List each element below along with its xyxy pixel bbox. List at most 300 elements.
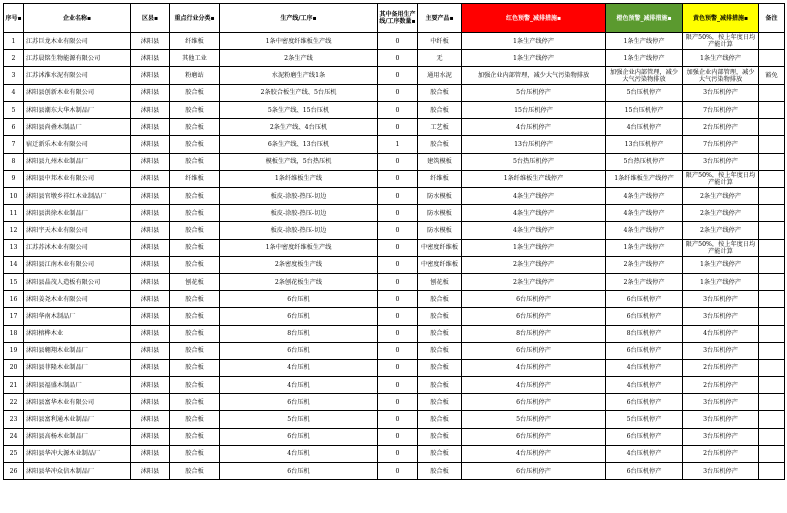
cell-note[interactable] bbox=[759, 239, 785, 256]
cell-lines[interactable]: 1条中密度纤维板生产线 bbox=[220, 239, 378, 256]
cell-backup[interactable]: 0 bbox=[378, 205, 418, 222]
cell-company[interactable]: 沭阳榕桦木业 bbox=[24, 325, 131, 342]
cell-yellow-measure[interactable]: 限产50%，按上年度日均产能计算 bbox=[683, 239, 759, 256]
cell-red-measure[interactable]: 加强企业内部管理，减少大气污染物排放 bbox=[462, 67, 606, 85]
cell-yellow-measure[interactable]: 2条生产线停产 bbox=[683, 205, 759, 222]
cell-orange-measure[interactable]: 4条生产线停产 bbox=[606, 205, 683, 222]
cell-seq[interactable]: 22 bbox=[4, 394, 24, 411]
cell-district[interactable]: 沭阳县 bbox=[131, 153, 170, 170]
cell-orange-measure[interactable]: 8台压机停产 bbox=[606, 325, 683, 342]
cell-note[interactable] bbox=[759, 291, 785, 308]
cell-orange-measure[interactable]: 1条生产线停产 bbox=[606, 50, 683, 67]
cell-backup[interactable]: 0 bbox=[378, 273, 418, 290]
cell-seq[interactable]: 26 bbox=[4, 463, 24, 480]
cell-orange-measure[interactable]: 6台压机停产 bbox=[606, 308, 683, 325]
cell-backup[interactable]: 0 bbox=[378, 256, 418, 273]
cell-product[interactable]: 胶合板 bbox=[418, 291, 462, 308]
cell-product[interactable]: 胶合板 bbox=[418, 359, 462, 376]
cell-district[interactable]: 沭阳县 bbox=[131, 359, 170, 376]
cell-industry[interactable]: 胶合板 bbox=[170, 308, 220, 325]
cell-product[interactable]: 胶合板 bbox=[418, 463, 462, 480]
cell-seq[interactable]: 2 bbox=[4, 50, 24, 67]
cell-district[interactable]: 沭阳县 bbox=[131, 445, 170, 462]
cell-industry[interactable]: 胶合板 bbox=[170, 153, 220, 170]
cell-backup[interactable]: 0 bbox=[378, 222, 418, 239]
cell-yellow-measure[interactable]: 7台压机停产 bbox=[683, 102, 759, 119]
cell-backup[interactable]: 0 bbox=[378, 33, 418, 50]
cell-backup[interactable]: 0 bbox=[378, 308, 418, 325]
cell-seq[interactable]: 11 bbox=[4, 205, 24, 222]
cell-note[interactable] bbox=[759, 342, 785, 359]
cell-lines[interactable]: 5台压机 bbox=[220, 411, 378, 428]
cell-red-measure[interactable]: 5台压机停产 bbox=[462, 84, 606, 101]
cell-lines[interactable]: 4台压机 bbox=[220, 359, 378, 376]
cell-backup[interactable]: 0 bbox=[378, 170, 418, 187]
cell-lines[interactable]: 5条生产线、15台压机 bbox=[220, 102, 378, 119]
cell-district[interactable]: 沭阳县 bbox=[131, 291, 170, 308]
cell-lines[interactable]: 板皮-涂胶-热压-切边 bbox=[220, 205, 378, 222]
cell-note[interactable] bbox=[759, 33, 785, 50]
cell-red-measure[interactable]: 1条纤维板生产线停产 bbox=[462, 170, 606, 187]
cell-district[interactable]: 沭阳县 bbox=[131, 67, 170, 85]
cell-company[interactable]: 沭阳华南木制品厂 bbox=[24, 308, 131, 325]
cell-industry[interactable]: 胶合板 bbox=[170, 445, 220, 462]
cell-yellow-measure[interactable]: 3台压机停产 bbox=[683, 84, 759, 101]
cell-product[interactable]: 工艺板 bbox=[418, 119, 462, 136]
cell-product[interactable]: 胶合板 bbox=[418, 445, 462, 462]
cell-orange-measure[interactable]: 4台压机停产 bbox=[606, 119, 683, 136]
cell-orange-measure[interactable]: 1条纤维板生产线停产 bbox=[606, 170, 683, 187]
cell-note[interactable]: 豁免 bbox=[759, 67, 785, 85]
cell-lines[interactable]: 模板生产线，5台热压机 bbox=[220, 153, 378, 170]
cell-orange-measure[interactable]: 1条生产线停产 bbox=[606, 33, 683, 50]
header-seq[interactable]: 序号▪ bbox=[4, 4, 24, 33]
cell-red-measure[interactable]: 4台压机停产 bbox=[462, 377, 606, 394]
cell-product[interactable]: 胶合板 bbox=[418, 342, 462, 359]
cell-district[interactable]: 沭阳县 bbox=[131, 273, 170, 290]
cell-note[interactable] bbox=[759, 136, 785, 153]
cell-note[interactable] bbox=[759, 308, 785, 325]
cell-company[interactable]: 沭阳县华冲大源木业制品厂 bbox=[24, 445, 131, 462]
cell-backup[interactable]: 0 bbox=[378, 342, 418, 359]
cell-industry[interactable]: 胶合板 bbox=[170, 342, 220, 359]
cell-district[interactable]: 沭阳县 bbox=[131, 170, 170, 187]
cell-product[interactable]: 胶合板 bbox=[418, 411, 462, 428]
cell-district[interactable]: 沭阳县 bbox=[131, 308, 170, 325]
cell-red-measure[interactable]: 4条生产线停产 bbox=[462, 205, 606, 222]
cell-industry[interactable]: 胶合板 bbox=[170, 102, 220, 119]
cell-seq[interactable]: 3 bbox=[4, 67, 24, 85]
cell-seq[interactable]: 4 bbox=[4, 84, 24, 101]
header-note[interactable]: 备注 bbox=[759, 4, 785, 33]
cell-industry[interactable]: 胶合板 bbox=[170, 239, 220, 256]
cell-red-measure[interactable]: 5台压机停产 bbox=[462, 411, 606, 428]
cell-lines[interactable]: 4台压机 bbox=[220, 445, 378, 462]
cell-note[interactable] bbox=[759, 170, 785, 187]
cell-note[interactable] bbox=[759, 222, 785, 239]
cell-company[interactable]: 沭阳县高杨木业制品厂 bbox=[24, 428, 131, 445]
cell-backup[interactable]: 0 bbox=[378, 445, 418, 462]
cell-company[interactable]: 沭阳县福盛木制品厂 bbox=[24, 377, 131, 394]
cell-orange-measure[interactable]: 5台压机停产 bbox=[606, 411, 683, 428]
cell-industry[interactable]: 胶合板 bbox=[170, 411, 220, 428]
cell-product[interactable]: 防水模板 bbox=[418, 222, 462, 239]
cell-red-measure[interactable]: 8台压机停产 bbox=[462, 325, 606, 342]
cell-yellow-measure[interactable]: 3台压机停产 bbox=[683, 342, 759, 359]
cell-industry[interactable]: 胶合板 bbox=[170, 394, 220, 411]
cell-note[interactable] bbox=[759, 445, 785, 462]
cell-seq[interactable]: 21 bbox=[4, 377, 24, 394]
cell-note[interactable] bbox=[759, 411, 785, 428]
cell-product[interactable]: 无 bbox=[418, 50, 462, 67]
cell-red-measure[interactable]: 2条生产线停产 bbox=[462, 256, 606, 273]
cell-note[interactable] bbox=[759, 273, 785, 290]
cell-district[interactable]: 沭阳县 bbox=[131, 239, 170, 256]
cell-product[interactable]: 胶合板 bbox=[418, 428, 462, 445]
cell-district[interactable]: 沭阳县 bbox=[131, 119, 170, 136]
cell-backup[interactable]: 0 bbox=[378, 119, 418, 136]
cell-industry[interactable]: 胶合板 bbox=[170, 377, 220, 394]
cell-note[interactable] bbox=[759, 188, 785, 205]
cell-red-measure[interactable]: 15台压机停产 bbox=[462, 102, 606, 119]
table-row bbox=[4, 394, 785, 411]
cell-company[interactable]: 沭阳姜尧木业有限公司 bbox=[24, 291, 131, 308]
cell-yellow-measure[interactable]: 3台压机停产 bbox=[683, 463, 759, 480]
cell-district[interactable]: 沭阳县 bbox=[131, 256, 170, 273]
cell-lines[interactable]: 6台压机 bbox=[220, 428, 378, 445]
cell-company[interactable]: 沭阳县华冲众信木制品厂 bbox=[24, 463, 131, 480]
cell-orange-measure[interactable]: 13台压机停产 bbox=[606, 136, 683, 153]
cell-yellow-measure[interactable]: 3台压机停产 bbox=[683, 394, 759, 411]
cell-industry[interactable]: 胶合板 bbox=[170, 428, 220, 445]
cell-note[interactable] bbox=[759, 205, 785, 222]
cell-red-measure[interactable]: 6台压机停产 bbox=[462, 428, 606, 445]
cell-backup[interactable]: 0 bbox=[378, 102, 418, 119]
cell-red-measure[interactable]: 6台压机停产 bbox=[462, 291, 606, 308]
cell-orange-measure[interactable]: 5台压机停产 bbox=[606, 84, 683, 101]
cell-company[interactable]: 沭阳县晶茂人造板有限公司 bbox=[24, 273, 131, 290]
cell-lines[interactable]: 2条胶合板生产线、5台压机 bbox=[220, 84, 378, 101]
cell-product[interactable]: 胶合板 bbox=[418, 377, 462, 394]
cell-orange-measure[interactable]: 2条生产线停产 bbox=[606, 256, 683, 273]
cell-district[interactable]: 沭阳县 bbox=[131, 33, 170, 50]
cell-seq[interactable]: 5 bbox=[4, 102, 24, 119]
cell-orange-measure[interactable]: 4条生产线停产 bbox=[606, 222, 683, 239]
cell-red-measure[interactable]: 4台压机停产 bbox=[462, 445, 606, 462]
cell-yellow-measure[interactable]: 1条生产线停产 bbox=[683, 50, 759, 67]
cell-orange-measure[interactable]: 4条生产线停产 bbox=[606, 188, 683, 205]
cell-district[interactable]: 沭阳县 bbox=[131, 325, 170, 342]
cell-yellow-measure[interactable]: 1条生产线停产 bbox=[683, 256, 759, 273]
cell-red-measure[interactable]: 1条生产线停产 bbox=[462, 50, 606, 67]
cell-backup[interactable]: 0 bbox=[378, 188, 418, 205]
cell-note[interactable] bbox=[759, 377, 785, 394]
cell-yellow-measure[interactable]: 2台压机停产 bbox=[683, 377, 759, 394]
cell-seq[interactable]: 7 bbox=[4, 136, 24, 153]
header-district[interactable]: 区县▪ bbox=[131, 4, 170, 33]
cell-company[interactable]: 江苏沭淮水泥有限公司 bbox=[24, 67, 131, 85]
cell-red-measure[interactable]: 4条生产线停产 bbox=[462, 222, 606, 239]
cell-seq[interactable]: 6 bbox=[4, 119, 24, 136]
cell-orange-measure[interactable]: 4台压机停产 bbox=[606, 359, 683, 376]
cell-product[interactable]: 防水模板 bbox=[418, 205, 462, 222]
cell-product[interactable]: 胶合板 bbox=[418, 325, 462, 342]
cell-yellow-measure[interactable]: 2台压机停产 bbox=[683, 119, 759, 136]
cell-lines[interactable]: 2条生产线、4台压机 bbox=[220, 119, 378, 136]
cell-industry[interactable]: 胶合板 bbox=[170, 291, 220, 308]
cell-product[interactable]: 胶合板 bbox=[418, 102, 462, 119]
cell-industry[interactable]: 刨花板 bbox=[170, 273, 220, 290]
cell-seq[interactable]: 19 bbox=[4, 342, 24, 359]
cell-product[interactable]: 中纤板 bbox=[418, 33, 462, 50]
cell-note[interactable] bbox=[759, 119, 785, 136]
cell-red-measure[interactable]: 6台压机停产 bbox=[462, 342, 606, 359]
cell-seq[interactable]: 20 bbox=[4, 359, 24, 376]
cell-lines[interactable]: 2条生产线 bbox=[220, 50, 378, 67]
cell-note[interactable] bbox=[759, 153, 785, 170]
cell-district[interactable]: 沭阳县 bbox=[131, 222, 170, 239]
cell-yellow-measure[interactable]: 2条生产线停产 bbox=[683, 222, 759, 239]
cell-industry[interactable]: 纤维板 bbox=[170, 33, 220, 50]
cell-industry[interactable]: 胶合板 bbox=[170, 359, 220, 376]
cell-note[interactable] bbox=[759, 394, 785, 411]
cell-yellow-measure[interactable]: 2台压机停产 bbox=[683, 359, 759, 376]
cell-company[interactable]: 沭阳县官墩乡祥红木业制品厂 bbox=[24, 188, 131, 205]
cell-orange-measure[interactable]: 15台压机停产 bbox=[606, 102, 683, 119]
cell-industry[interactable]: 胶合板 bbox=[170, 136, 220, 153]
cell-lines[interactable]: 2条刨花板生产线 bbox=[220, 273, 378, 290]
cell-product[interactable]: 胶合板 bbox=[418, 136, 462, 153]
cell-industry[interactable]: 其他工业 bbox=[170, 50, 220, 67]
cell-red-measure[interactable]: 13台压机停产 bbox=[462, 136, 606, 153]
cell-seq[interactable]: 16 bbox=[4, 291, 24, 308]
cell-note[interactable] bbox=[759, 102, 785, 119]
cell-red-measure[interactable]: 1条生产线停产 bbox=[462, 33, 606, 50]
cell-yellow-measure[interactable]: 3台压机停产 bbox=[683, 411, 759, 428]
cell-seq[interactable]: 13 bbox=[4, 239, 24, 256]
cell-lines[interactable]: 6台压机 bbox=[220, 308, 378, 325]
cell-seq[interactable]: 24 bbox=[4, 428, 24, 445]
cell-product[interactable]: 通用水泥 bbox=[418, 67, 462, 85]
cell-district[interactable]: 沭阳县 bbox=[131, 428, 170, 445]
cell-note[interactable] bbox=[759, 84, 785, 101]
cell-company[interactable]: 沭阳县富利通木业制品厂 bbox=[24, 411, 131, 428]
cell-industry[interactable]: 胶合板 bbox=[170, 463, 220, 480]
cell-lines[interactable]: 6条生产线、13台压机 bbox=[220, 136, 378, 153]
cell-company[interactable]: 沭阳县江南木业有限公司 bbox=[24, 256, 131, 273]
cell-orange-measure[interactable]: 5台热压机停产 bbox=[606, 153, 683, 170]
cell-lines[interactable]: 板皮-涂胶-热压-切边 bbox=[220, 222, 378, 239]
header-backup[interactable]: 其中备用生产线/工序数量▪ bbox=[378, 4, 418, 33]
cell-product[interactable]: 胶合板 bbox=[418, 308, 462, 325]
cell-lines[interactable]: 水泥粉磨生产线1条 bbox=[220, 67, 378, 85]
cell-company[interactable]: 沭阳县洪徐木业制品厂 bbox=[24, 205, 131, 222]
cell-yellow-measure[interactable]: 4台压机停产 bbox=[683, 325, 759, 342]
cell-company[interactable]: 江苏苏沭木业有限公司 bbox=[24, 239, 131, 256]
cell-industry[interactable]: 纤维板 bbox=[170, 170, 220, 187]
cell-note[interactable] bbox=[759, 325, 785, 342]
cell-red-measure[interactable]: 6台压机停产 bbox=[462, 308, 606, 325]
cell-seq[interactable]: 23 bbox=[4, 411, 24, 428]
cell-yellow-measure[interactable]: 3台压机停产 bbox=[683, 153, 759, 170]
cell-district[interactable]: 沭阳县 bbox=[131, 205, 170, 222]
cell-district[interactable]: 沭阳县 bbox=[131, 394, 170, 411]
cell-orange-measure[interactable]: 1条生产线停产 bbox=[606, 239, 683, 256]
cell-district[interactable]: 沭阳县 bbox=[131, 342, 170, 359]
cell-lines[interactable]: 板皮-涂胶-热压-切边 bbox=[220, 188, 378, 205]
cell-seq[interactable]: 9 bbox=[4, 170, 24, 187]
header-company[interactable]: 企业名称▪ bbox=[24, 4, 131, 33]
cell-industry[interactable]: 胶合板 bbox=[170, 119, 220, 136]
cell-seq[interactable]: 14 bbox=[4, 256, 24, 273]
cell-red-measure[interactable]: 6台压机停产 bbox=[462, 463, 606, 480]
cell-backup[interactable]: 0 bbox=[378, 359, 418, 376]
cell-district[interactable]: 沭阳县 bbox=[131, 84, 170, 101]
cell-note[interactable] bbox=[759, 50, 785, 67]
cell-company[interactable]: 江苏晨铭生物能源有限公司 bbox=[24, 50, 131, 67]
cell-company[interactable]: 沭阳县中邦木业有限公司 bbox=[24, 170, 131, 187]
cell-lines[interactable]: 6台压机 bbox=[220, 342, 378, 359]
cell-seq[interactable]: 8 bbox=[4, 153, 24, 170]
cell-backup[interactable]: 0 bbox=[378, 239, 418, 256]
cell-company[interactable]: 沭阳县菲隆木业制品厂 bbox=[24, 359, 131, 376]
cell-industry[interactable]: 胶合板 bbox=[170, 222, 220, 239]
cell-note[interactable] bbox=[759, 463, 785, 480]
cell-seq[interactable]: 18 bbox=[4, 325, 24, 342]
cell-red-measure[interactable]: 4台压机停产 bbox=[462, 119, 606, 136]
cell-district[interactable]: 沭阳县 bbox=[131, 411, 170, 428]
cell-backup[interactable]: 0 bbox=[378, 394, 418, 411]
cell-company[interactable]: 沭阳县尚叠木制品厂 bbox=[24, 119, 131, 136]
cell-yellow-measure[interactable]: 1条生产线停产 bbox=[683, 273, 759, 290]
header-lines[interactable]: 生产线/工序▪ bbox=[220, 4, 378, 33]
cell-product[interactable]: 胶合板 bbox=[418, 394, 462, 411]
cell-orange-measure[interactable]: 4台压机停产 bbox=[606, 377, 683, 394]
header-yellow-warning[interactable]: 黄色预警_减排措施▪ bbox=[683, 4, 759, 33]
cell-red-measure[interactable]: 2条生产线停产 bbox=[462, 273, 606, 290]
cell-industry[interactable]: 胶合板 bbox=[170, 256, 220, 273]
cell-backup[interactable]: 0 bbox=[378, 325, 418, 342]
cell-orange-measure[interactable]: 6台压机停产 bbox=[606, 394, 683, 411]
cell-backup[interactable]: 0 bbox=[378, 411, 418, 428]
cell-orange-measure[interactable]: 6台压机停产 bbox=[606, 291, 683, 308]
cell-lines[interactable]: 6台压机 bbox=[220, 463, 378, 480]
cell-company[interactable]: 沭阳县富华木业有限公司 bbox=[24, 394, 131, 411]
cell-industry[interactable]: 胶合板 bbox=[170, 84, 220, 101]
cell-orange-measure[interactable]: 6台压机停产 bbox=[606, 428, 683, 445]
cell-lines[interactable]: 8台压机 bbox=[220, 325, 378, 342]
cell-seq[interactable]: 10 bbox=[4, 188, 24, 205]
cell-product[interactable]: 中密度纤维板 bbox=[418, 239, 462, 256]
cell-red-measure[interactable]: 1条生产线停产 bbox=[462, 239, 606, 256]
cell-product[interactable]: 中密度纤维板 bbox=[418, 256, 462, 273]
cell-company[interactable]: 沭阳县翱翔木业制品厂 bbox=[24, 342, 131, 359]
cell-product[interactable]: 建筑模板 bbox=[418, 153, 462, 170]
cell-company[interactable]: 宿迁新乐木业有限公司 bbox=[24, 136, 131, 153]
cell-backup[interactable]: 0 bbox=[378, 377, 418, 394]
cell-yellow-measure[interactable]: 2台压机停产 bbox=[683, 445, 759, 462]
cell-district[interactable]: 沭阳县 bbox=[131, 377, 170, 394]
cell-company[interactable]: 江苏巨龙木业有限公司 bbox=[24, 33, 131, 50]
cell-lines[interactable]: 2条密度板生产线 bbox=[220, 256, 378, 273]
cell-backup[interactable]: 0 bbox=[378, 291, 418, 308]
cell-seq[interactable]: 25 bbox=[4, 445, 24, 462]
cell-industry[interactable]: 粉磨站 bbox=[170, 67, 220, 85]
cell-product[interactable]: 纤维板 bbox=[418, 170, 462, 187]
cell-lines[interactable]: 1条纤维板生产线 bbox=[220, 170, 378, 187]
cell-yellow-measure[interactable]: 限产50%，按上年度日均产能计算 bbox=[683, 33, 759, 50]
cell-yellow-measure[interactable]: 3台压机停产 bbox=[683, 308, 759, 325]
cell-seq[interactable]: 1 bbox=[4, 33, 24, 50]
cell-backup[interactable]: 0 bbox=[378, 428, 418, 445]
cell-note[interactable] bbox=[759, 428, 785, 445]
cell-backup[interactable]: 0 bbox=[378, 463, 418, 480]
cell-seq[interactable]: 17 bbox=[4, 308, 24, 325]
cell-company[interactable]: 沭阳县潮东大华木制品厂 bbox=[24, 102, 131, 119]
cell-yellow-measure[interactable]: 加强企业内部管理，减少大气污染物排放 bbox=[683, 67, 759, 85]
cell-backup[interactable]: 0 bbox=[378, 153, 418, 170]
cell-yellow-measure[interactable]: 7台压机停产 bbox=[683, 136, 759, 153]
cell-lines[interactable]: 1条中密度纤维板生产线 bbox=[220, 33, 378, 50]
cell-company[interactable]: 沭阳县创新木业有限公司 bbox=[24, 84, 131, 101]
table-row bbox=[4, 377, 785, 394]
cell-yellow-measure[interactable]: 3台压机停产 bbox=[683, 428, 759, 445]
cell-backup[interactable]: 1 bbox=[378, 136, 418, 153]
cell-district[interactable]: 沭阳县 bbox=[131, 102, 170, 119]
cell-lines[interactable]: 4台压机 bbox=[220, 377, 378, 394]
cell-red-measure[interactable]: 4条生产线停产 bbox=[462, 188, 606, 205]
cell-orange-measure[interactable]: 6台压机停产 bbox=[606, 342, 683, 359]
header-product[interactable]: 主要产品▪ bbox=[418, 4, 462, 33]
cell-orange-measure[interactable]: 6台压机停产 bbox=[606, 463, 683, 480]
header-industry[interactable]: 重点行业分类▪ bbox=[170, 4, 220, 33]
header-red-warning[interactable]: 红色预警_减排措施▪ bbox=[462, 4, 606, 33]
cell-product[interactable]: 胶合板 bbox=[418, 84, 462, 101]
cell-company[interactable]: 沭阳宇天木业有限公司 bbox=[24, 222, 131, 239]
cell-lines[interactable]: 6台压机 bbox=[220, 291, 378, 308]
cell-yellow-measure[interactable]: 3台压机停产 bbox=[683, 291, 759, 308]
header-orange-warning[interactable]: 橙色预警_减排措施▪ bbox=[606, 4, 683, 33]
cell-orange-measure[interactable]: 加强企业内部管理，减少大气污染物排放 bbox=[606, 67, 683, 85]
table-row bbox=[4, 308, 785, 325]
cell-seq[interactable]: 15 bbox=[4, 273, 24, 290]
cell-backup[interactable]: 0 bbox=[378, 67, 418, 85]
cell-yellow-measure[interactable]: 2条生产线停产 bbox=[683, 188, 759, 205]
cell-product[interactable]: 防水模板 bbox=[418, 188, 462, 205]
cell-product[interactable]: 刨花板 bbox=[418, 273, 462, 290]
cell-red-measure[interactable]: 4台压机停产 bbox=[462, 359, 606, 376]
cell-seq[interactable]: 12 bbox=[4, 222, 24, 239]
cell-district[interactable]: 沭阳县 bbox=[131, 188, 170, 205]
cell-industry[interactable]: 胶合板 bbox=[170, 188, 220, 205]
cell-backup[interactable]: 0 bbox=[378, 50, 418, 67]
cell-company[interactable]: 沭阳县九州木业制品厂 bbox=[24, 153, 131, 170]
cell-note[interactable] bbox=[759, 256, 785, 273]
cell-orange-measure[interactable]: 2条生产线停产 bbox=[606, 273, 683, 290]
cell-red-measure[interactable]: 5台热压机停产 bbox=[462, 153, 606, 170]
cell-yellow-measure[interactable]: 限产50%，按上年度日均产能计算 bbox=[683, 170, 759, 187]
cell-industry[interactable]: 胶合板 bbox=[170, 325, 220, 342]
cell-industry[interactable]: 胶合板 bbox=[170, 205, 220, 222]
cell-district[interactable]: 沭阳县 bbox=[131, 136, 170, 153]
cell-lines[interactable]: 6台压机 bbox=[220, 394, 378, 411]
cell-note[interactable] bbox=[759, 359, 785, 376]
cell-district[interactable]: 沭阳县 bbox=[131, 463, 170, 480]
cell-red-measure[interactable]: 6台压机停产 bbox=[462, 394, 606, 411]
cell-district[interactable]: 沭阳县 bbox=[131, 50, 170, 67]
cell-backup[interactable]: 0 bbox=[378, 84, 418, 101]
cell-orange-measure[interactable]: 4台压机停产 bbox=[606, 445, 683, 462]
